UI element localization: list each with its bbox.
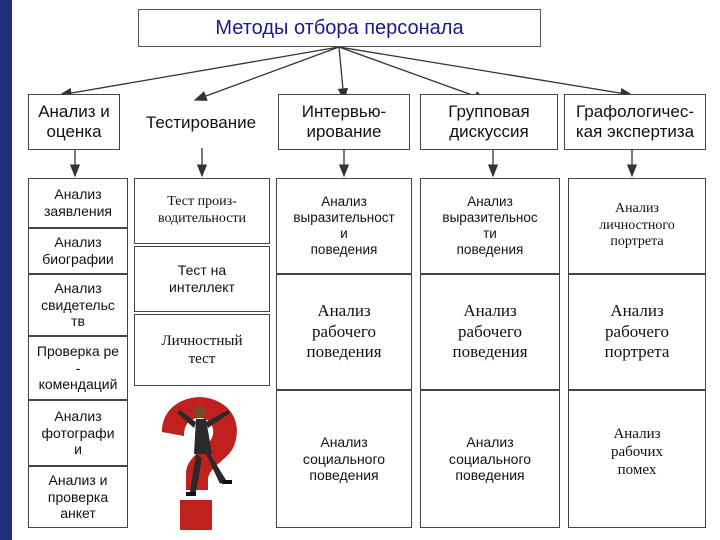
method-work-portrait: Анализ рабочего портрета xyxy=(568,274,706,390)
method-expressive-behavior-discussion: Анализ выразительнос ти поведения xyxy=(420,178,560,274)
diagram-title: Методы отбора персонала xyxy=(138,9,541,47)
method-questionnaire-check: Анализ и проверка анкет xyxy=(28,466,128,528)
header-testing: Тестирование xyxy=(145,112,257,132)
method-application-analysis: Анализ заявления xyxy=(28,178,128,228)
method-work-behavior-interview: Анализ рабочего поведения xyxy=(276,274,412,390)
method-certificates-analysis: Анализ свидетельс тв xyxy=(28,274,128,336)
method-expressive-behavior-interview: Анализ выразительност и поведения xyxy=(276,178,412,274)
method-photo-analysis: Анализ фотографи и xyxy=(28,400,128,466)
method-social-behavior-discussion: Анализ социального поведения xyxy=(420,390,560,528)
person-question-mark-illustration xyxy=(150,392,260,532)
method-intelligence-test: Тест на интеллект xyxy=(134,246,270,312)
method-personal-portrait: Анализ личностного портрета xyxy=(568,178,706,274)
method-biography-analysis: Анализ биографии xyxy=(28,228,128,274)
header-analysis-evaluation: Анализ и оценка xyxy=(28,94,120,150)
method-work-behavior-discussion: Анализ рабочего поведения xyxy=(420,274,560,390)
method-social-behavior-interview: Анализ социального поведения xyxy=(276,390,412,528)
method-personality-test: Личностный тест xyxy=(134,314,270,386)
header-graphology: Графологичес- кая экспертиза xyxy=(564,94,706,150)
method-references-check: Проверка ре - комендаций xyxy=(28,336,128,400)
header-group-discussion: Групповая дискуссия xyxy=(420,94,558,150)
header-interviewing: Интервью- ирование xyxy=(278,94,410,150)
method-work-obstacles: Анализ рабочих помех xyxy=(568,390,706,528)
method-performance-test: Тест произ- водительности xyxy=(134,178,270,244)
